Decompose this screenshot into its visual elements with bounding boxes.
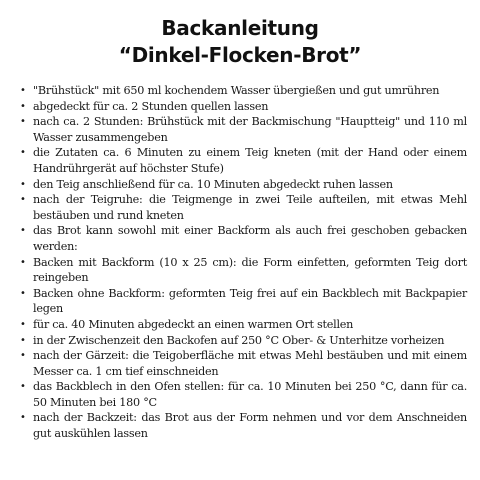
bullet-icon: • <box>20 147 26 159</box>
list-item <box>21 379 467 410</box>
list-item <box>21 83 467 99</box>
list-item <box>21 317 467 333</box>
page-subtitle: “Dinkel-Flocken-Brot” <box>118 43 362 67</box>
step-text: Backen mit Backform (10 x 25 cm): die Form einfetten, geformten Teig dort reingeben <box>33 255 467 285</box>
step-text: das Brot kann sowohl mit einer Backform als auch frei geschoben gebacken werden: <box>33 224 467 253</box>
step-text: nach der Teigruhe: die Teigmenge in zwei Teile aufteilen, mit etwas Mehl bestäuben und rund kneten <box>33 193 467 222</box>
bullet-icon: • <box>20 334 26 346</box>
list-item <box>21 99 467 115</box>
list-item <box>21 192 467 223</box>
list-item <box>21 223 467 254</box>
step-text: Backen ohne Backform: geformten Teig frei auf ein Backblech mit Backpapier legen <box>33 286 467 316</box>
bullet-icon: • <box>20 318 26 330</box>
step-text: abgedeckt für ca. 2 Stunden quellen lassen <box>33 99 269 113</box>
list-item <box>21 177 467 193</box>
step-text: in der Zwischenzeit den Backofen auf 250 °C Ober- & Unterhitze vorheizen <box>33 333 445 347</box>
step-text: für ca. 40 Minuten abgedeckt an einen warmen Ort stellen <box>33 317 354 331</box>
step-text: den Teig anschließend für ca. 10 Minuten abgedeckt ruhen lassen <box>33 177 393 191</box>
step-text: "Brühstück" mit 650 ml kochendem Wasser übergießen und gut umrühren <box>33 84 440 97</box>
bullet-icon: • <box>20 178 26 190</box>
step-text: nach der Gärzeit: die Teigoberfläche mit etwas Mehl bestäuben und mit einem Messer ca. 1 cm tief einschneiden <box>33 349 467 378</box>
step-text: das Backblech in den Ofen stellen: für ca. 10 Minuten bei 250 °C, dann für ca. 50 Minuten bei 180 °C <box>33 380 467 409</box>
bullet-icon: • <box>20 350 26 362</box>
list-item <box>21 410 467 441</box>
page-title: Backanleitung <box>161 16 319 40</box>
bullet-icon: • <box>20 412 26 424</box>
list-item <box>21 255 467 286</box>
instruction-list <box>21 83 467 442</box>
list-item <box>21 145 467 176</box>
list-item <box>21 286 467 317</box>
list-item <box>21 333 467 349</box>
bullet-icon: • <box>20 381 26 393</box>
list-item <box>21 114 467 145</box>
bullet-icon: • <box>20 85 26 96</box>
step-text: nach der Backzeit: das Brot aus der Form nehmen und vor dem Anschneiden gut auskühlen lassen <box>33 411 467 441</box>
list-item <box>21 348 467 379</box>
bullet-icon: • <box>20 100 26 112</box>
step-text: nach ca. 2 Stunden: Brühstück mit der Backmischung "Hauptteig" und 110 ml Wasser zusammengeben <box>33 115 467 144</box>
bullet-icon: • <box>20 287 26 299</box>
bullet-icon: • <box>20 116 26 128</box>
bullet-icon: • <box>20 225 26 237</box>
bullet-icon: • <box>20 194 26 206</box>
bullet-icon: • <box>20 256 26 268</box>
step-text: die Zutaten ca. 6 Minuten zu einem Teig kneten (mit der Hand oder einem Handrührgerät auf höchster Stufe) <box>33 146 467 175</box>
